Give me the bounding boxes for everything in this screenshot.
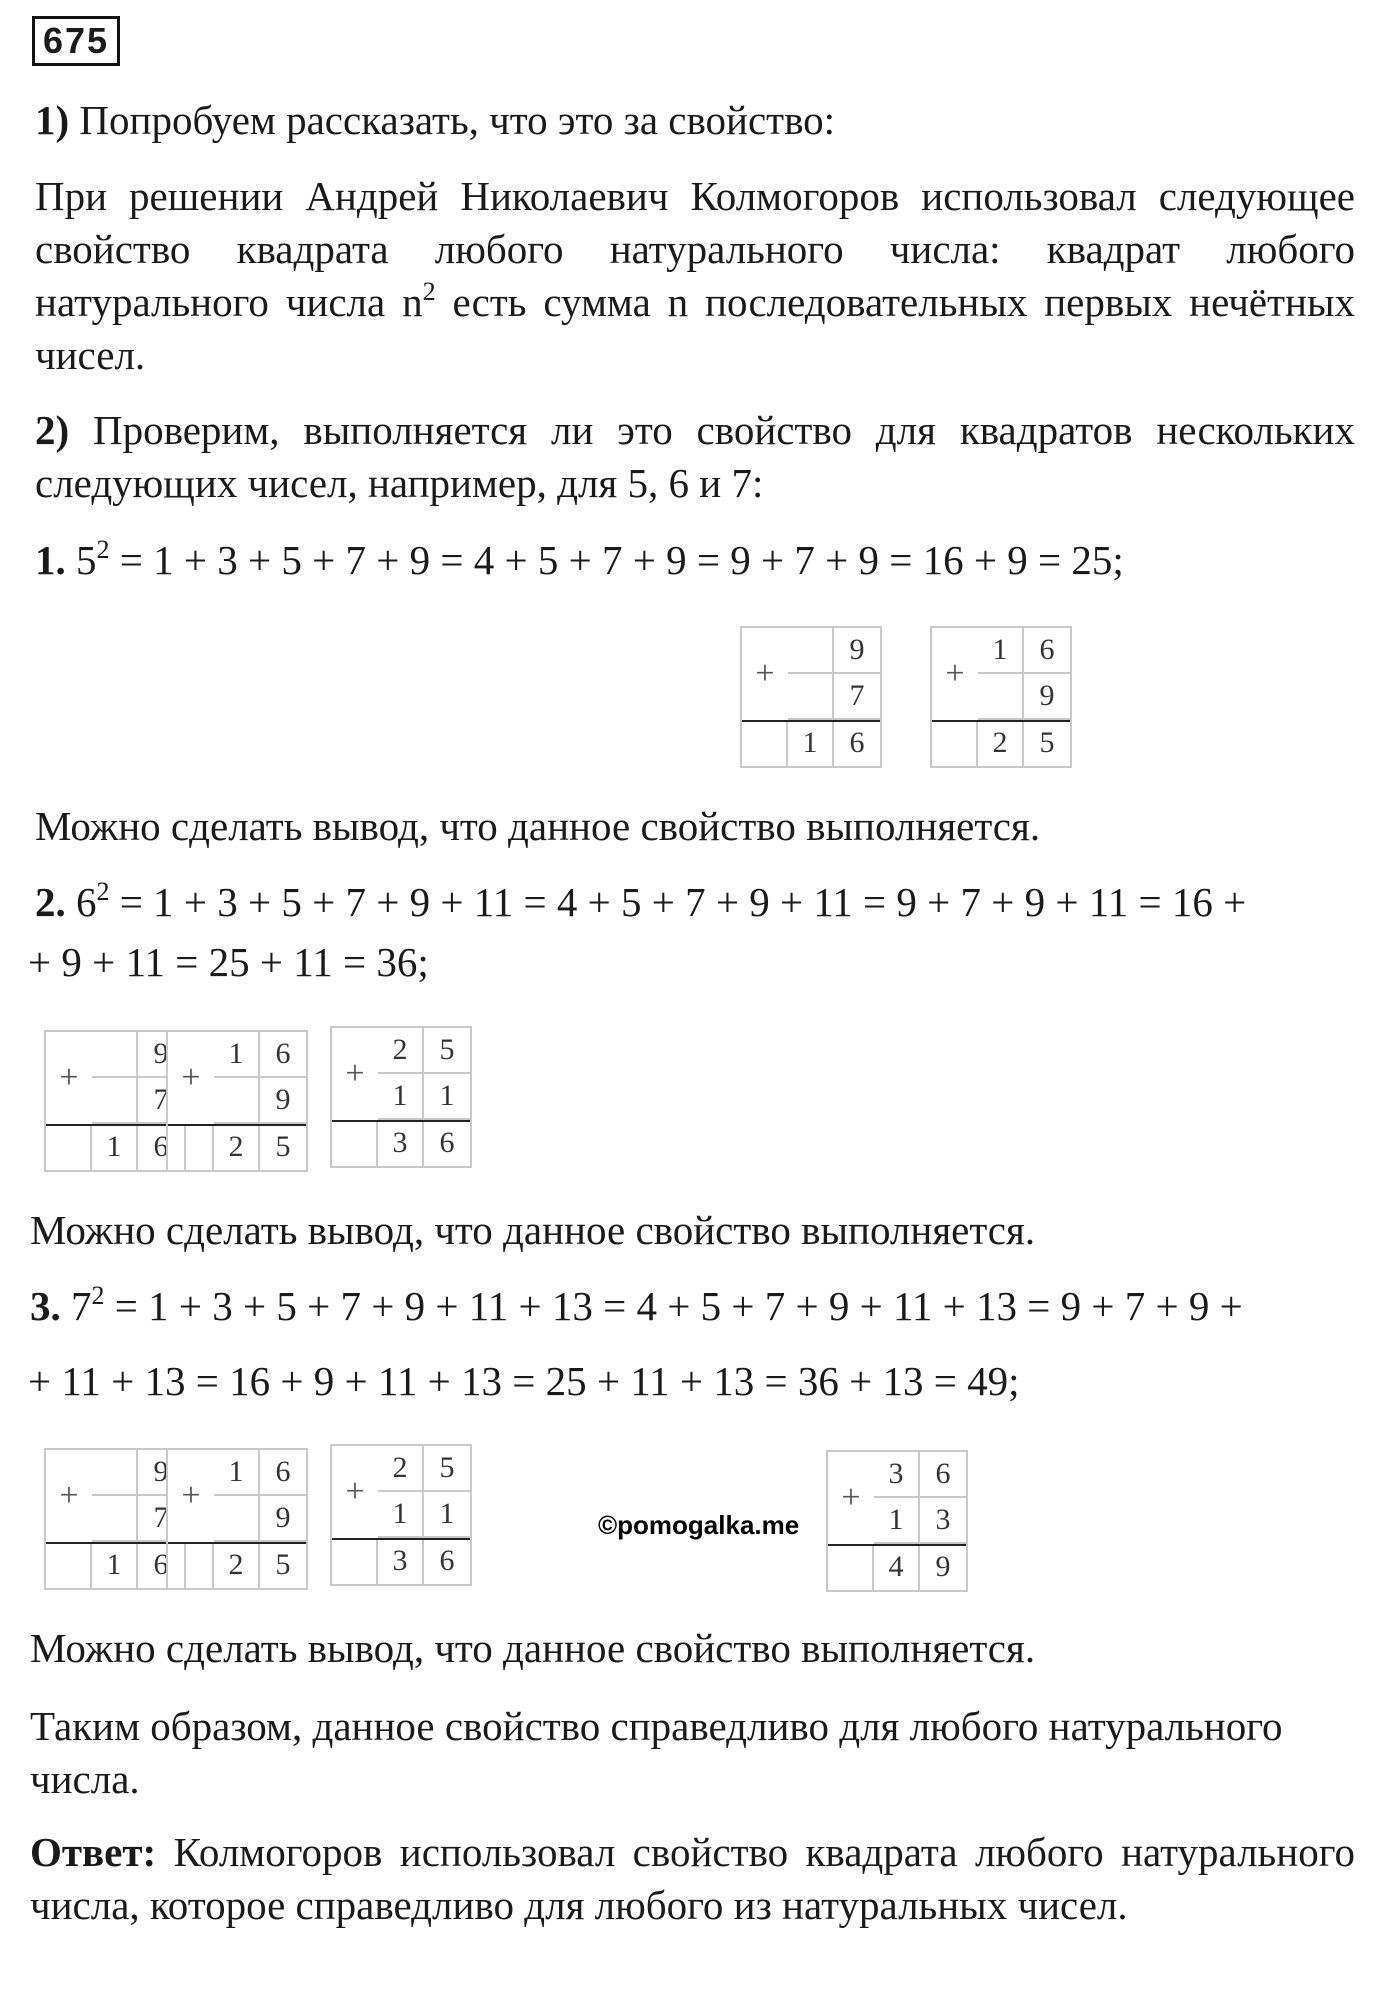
grid-cell: [46, 1124, 92, 1170]
grid-cell: 9: [935, 1550, 951, 1583]
grid-cell: 1: [874, 1498, 920, 1544]
grid-cell: 1: [92, 1542, 138, 1588]
grid-cell: 6: [260, 1032, 306, 1078]
grid-cell: 5: [275, 1130, 291, 1163]
grid-cell: 1: [978, 628, 1024, 674]
grid-cell: 7: [834, 674, 880, 720]
equation-label: 1.: [35, 537, 66, 583]
equation-label: 2.: [35, 879, 66, 925]
grid-cell: 9: [1024, 674, 1070, 720]
equation-label: 3.: [30, 1283, 61, 1329]
part2-text: Проверим, выполняется ли это свойство для квадратов нескольких следующих чисел, например, для 5, 6 и 7:: [35, 407, 1355, 506]
grid-cell: [92, 1078, 138, 1124]
addition-grid: [166, 1030, 308, 1172]
sum-rule: [46, 1542, 184, 1544]
grid-cell: 6: [849, 726, 865, 759]
equation-base: 6: [65, 879, 97, 925]
grid-cell: 6: [153, 1130, 169, 1163]
superscript: 2: [422, 277, 436, 306]
superscript: 2: [96, 877, 110, 906]
plus-sign: +: [742, 628, 788, 720]
grid-cell: 2: [978, 720, 1024, 766]
plus-sign: +: [46, 1032, 92, 1124]
grid-cell: 6: [260, 1450, 306, 1496]
grid-cell: 1: [92, 1124, 138, 1170]
grid-cell: [978, 674, 1024, 720]
equation-6: [35, 876, 1246, 929]
grid-cell: 5: [275, 1548, 291, 1581]
conclusion-1: Можно сделать вывод, что данное свойство выполняется.: [35, 803, 1041, 849]
part1-intro: [35, 94, 1355, 147]
grid-cell: 7: [138, 1496, 184, 1542]
addition-grid: [44, 1448, 186, 1590]
grid-cell: 1: [214, 1450, 260, 1496]
answer-text: Колмогоров использовал свойство квадрата любого натурального числа, которое справедливо для любого из натуральных чисел.: [30, 1829, 1355, 1928]
equation-body: = 1 + 3 + 5 + 7 + 9 + 11 = 4 + 5 + 7 + 9 + 11 = 9 + 7 + 9 + 11 = 16 +: [109, 879, 1247, 925]
summary: Таким образом, данное свойство справедливо для любого натурального числа.: [30, 1703, 1283, 1802]
grid-cell: 1: [424, 1074, 470, 1120]
grid-cell: 9: [138, 1450, 184, 1496]
watermark: ©pomogalka.me: [598, 1510, 800, 1540]
grid-cell: 2: [378, 1028, 424, 1074]
addition-grid: [330, 1026, 472, 1168]
sum-rule: [168, 1542, 306, 1544]
equation-base: 5: [65, 537, 97, 583]
equation-7: [30, 1280, 1243, 1333]
sum-rule: [168, 1124, 306, 1126]
sum-rule: [332, 1120, 470, 1122]
addition-grid: [740, 626, 882, 768]
part2-intro: [35, 404, 1355, 510]
grid-cell: 6: [439, 1126, 455, 1159]
grid-cell: [932, 720, 978, 766]
equation-base: 7: [60, 1283, 92, 1329]
conclusion-3: Можно сделать вывод, что данное свойство выполняется.: [30, 1625, 1036, 1671]
grid-cell: [46, 1542, 92, 1588]
superscript: 2: [96, 535, 110, 564]
grid-cell: [92, 1496, 138, 1542]
grid-cell: 6: [153, 1548, 169, 1581]
grid-cell: [788, 674, 834, 720]
grid-cell: [214, 1078, 260, 1124]
grid-cell: [788, 628, 834, 674]
grid-cell: 2: [214, 1124, 260, 1170]
grid-cell: 3: [874, 1452, 920, 1498]
grid-cell: 3: [378, 1120, 424, 1166]
grid-cell: 6: [920, 1452, 966, 1498]
grid-cell: 6: [439, 1544, 455, 1577]
equation-body: = 1 + 3 + 5 + 7 + 9 + 11 + 13 = 4 + 5 + 7 + 9 + 11 + 13 = 9 + 7 + 9 +: [104, 1283, 1243, 1329]
sum-rule: [932, 720, 1070, 722]
grid-cell: 2: [378, 1446, 424, 1492]
plus-sign: +: [332, 1028, 378, 1120]
equation-5: [35, 534, 1124, 587]
addition-grid: [330, 1444, 472, 1586]
part1-text: Попробуем рассказать, что это за свойство:: [69, 97, 836, 143]
addition-grid: [826, 1450, 968, 1592]
sum-rule: [742, 720, 880, 722]
grid-cell: 9: [138, 1032, 184, 1078]
answer: [30, 1826, 1355, 1932]
sum-rule: [828, 1544, 966, 1546]
part2-label: 2): [35, 407, 70, 453]
property-text: При решении Андрей Николаевич Колмогоров использовал следующее свойство квадрата любого натурального числа: квадрат любого натурального числа n: [35, 173, 1355, 325]
grid-cell: 1: [378, 1074, 424, 1120]
sum-rule: [46, 1124, 184, 1126]
grid-cell: 6: [1024, 628, 1070, 674]
grid-cell: 9: [260, 1078, 306, 1124]
grid-cell: [214, 1496, 260, 1542]
grid-cell: [168, 1542, 214, 1588]
plus-sign: +: [168, 1032, 214, 1124]
addition-grid: [44, 1030, 186, 1172]
equation-body: = 1 + 3 + 5 + 7 + 9 = 4 + 5 + 7 + 9 = 9 + 7 + 9 = 16 + 9 = 25;: [109, 537, 1124, 583]
grid-cell: 1: [378, 1492, 424, 1538]
grid-cell: 3: [920, 1498, 966, 1544]
grid-cell: [168, 1124, 214, 1170]
grid-cell: 9: [260, 1496, 306, 1542]
part1-label: 1): [35, 97, 70, 143]
plus-sign: +: [932, 628, 978, 720]
answer-label: Ответ:: [30, 1829, 157, 1875]
addition-grid: [930, 626, 1072, 768]
task-number: 675: [32, 16, 120, 66]
grid-cell: 7: [138, 1078, 184, 1124]
plus-sign: +: [332, 1446, 378, 1538]
grid-cell: 1: [424, 1492, 470, 1538]
grid-cell: 1: [788, 720, 834, 766]
sum-rule: [332, 1538, 470, 1540]
grid-cell: [92, 1032, 138, 1078]
grid-cell: [828, 1544, 874, 1590]
superscript: 2: [91, 1281, 105, 1310]
equation-7-continued: + 11 + 13 = 16 + 9 + 11 + 13 = 25 + 11 + 13 = 36 + 13 = 49;: [28, 1358, 1020, 1404]
grid-cell: [332, 1120, 378, 1166]
grid-cell: 5: [424, 1446, 470, 1492]
grid-cell: 4: [874, 1544, 920, 1590]
plus-sign: +: [168, 1450, 214, 1542]
grid-cell: [742, 720, 788, 766]
plus-sign: +: [828, 1452, 874, 1544]
grid-cell: 2: [214, 1542, 260, 1588]
grid-cell: 9: [834, 628, 880, 674]
property-paragraph: [35, 170, 1355, 382]
grid-cell: [92, 1450, 138, 1496]
grid-cell: 5: [1039, 726, 1055, 759]
equation-6-continued: + 9 + 11 = 25 + 11 = 36;: [28, 939, 429, 985]
addition-grid: [166, 1448, 308, 1590]
grid-cell: 1: [214, 1032, 260, 1078]
property-text-end: есть сумма n последовательных первых нечётных чисел.: [35, 279, 1356, 378]
grid-cell: [332, 1538, 378, 1584]
plus-sign: +: [46, 1450, 92, 1542]
grid-cell: 5: [424, 1028, 470, 1074]
grid-cell: 3: [378, 1538, 424, 1584]
conclusion-2: Можно сделать вывод, что данное свойство выполняется.: [30, 1207, 1036, 1253]
